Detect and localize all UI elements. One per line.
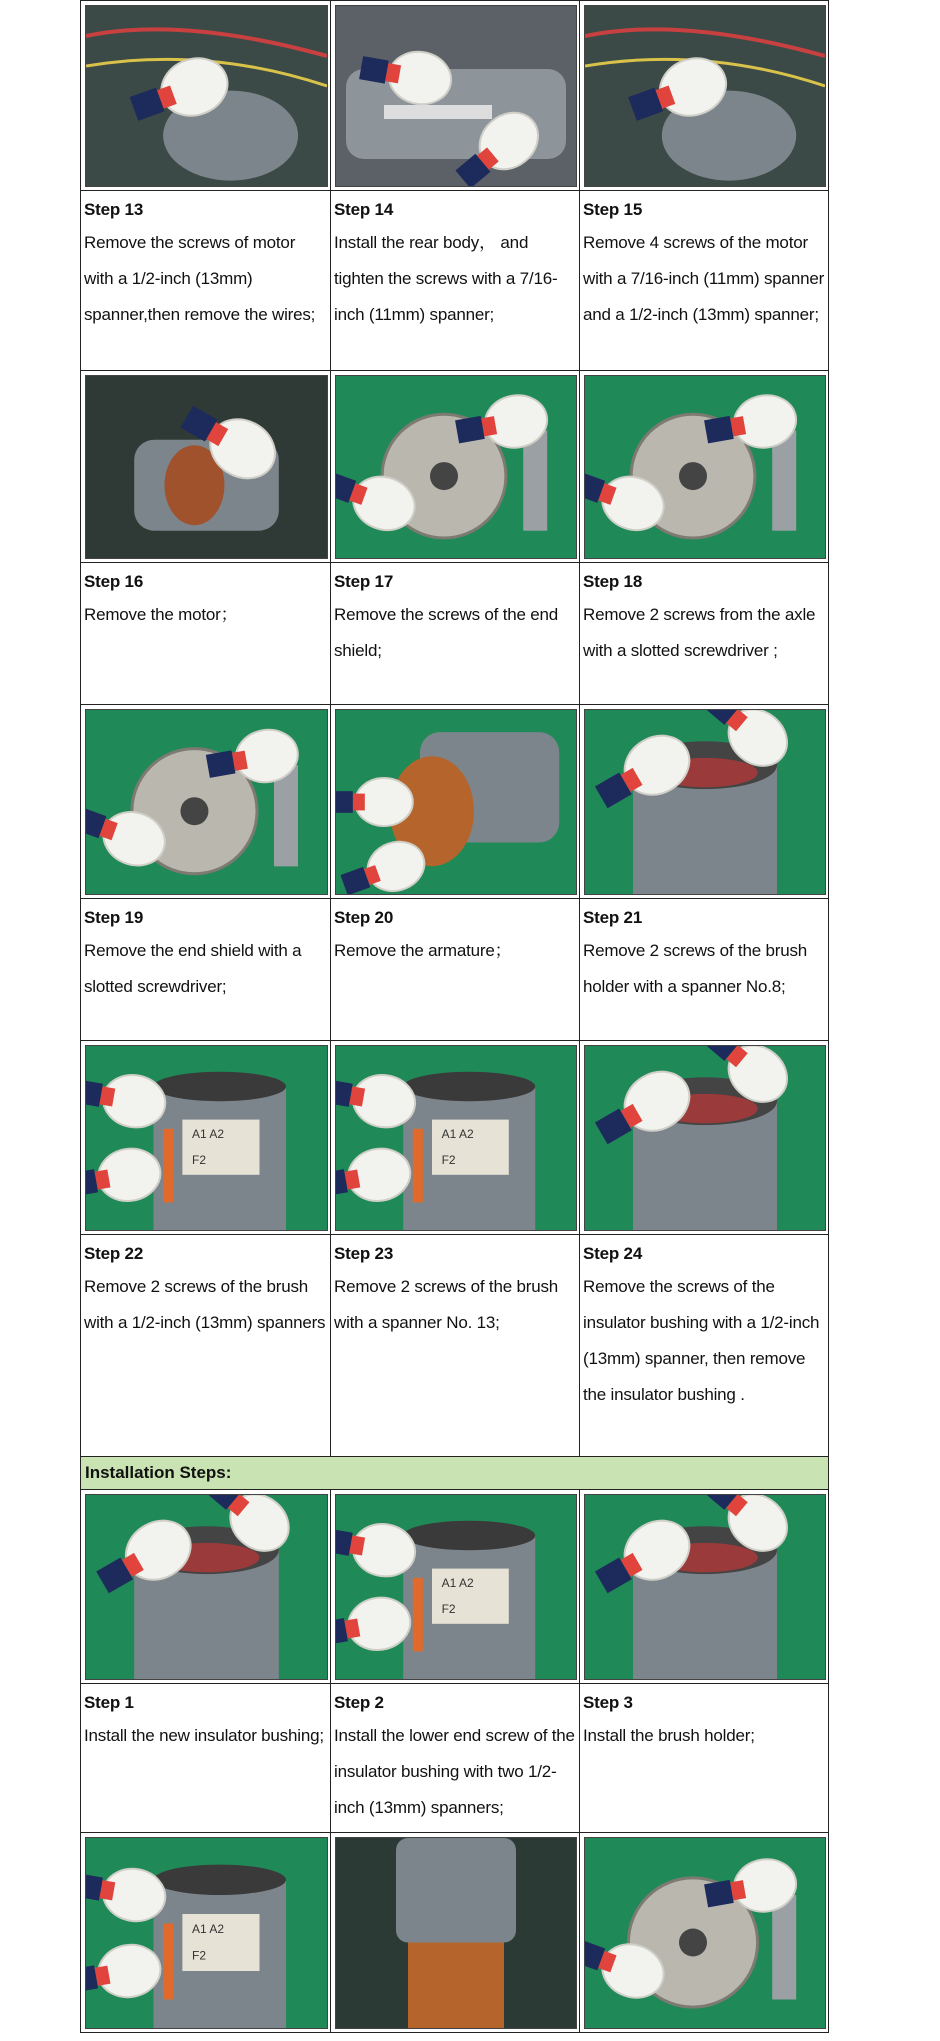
step-title: Step 21 bbox=[583, 908, 643, 927]
step-title: Step 14 bbox=[334, 200, 394, 219]
install-step-2-photo bbox=[335, 1494, 577, 1680]
photo-illustration bbox=[86, 376, 327, 558]
photo-row bbox=[81, 1833, 829, 2033]
step-description: Remove 2 screws of the brush with a 1/2-inch (13mm) spanners bbox=[84, 1277, 326, 1332]
step-title: Step 22 bbox=[84, 1244, 144, 1263]
step-cell bbox=[580, 1684, 829, 1833]
step-title: Step 15 bbox=[583, 200, 643, 219]
step-description: Install the new insulator bushing; bbox=[84, 1726, 324, 1745]
step-19-photo bbox=[85, 709, 328, 895]
install-step-1-photo bbox=[85, 1494, 328, 1680]
step-description: Remove 2 screws from the axle with a slotted screwdriver ; bbox=[583, 605, 816, 660]
photo-illustration bbox=[336, 1046, 576, 1230]
step-title: Step 20 bbox=[334, 908, 394, 927]
photo-illustration bbox=[336, 6, 576, 186]
photo-row bbox=[81, 705, 829, 899]
step-title: Step 23 bbox=[334, 1244, 394, 1263]
step-23-photo bbox=[335, 1045, 577, 1231]
photo-illustration bbox=[585, 710, 825, 894]
step-20-photo bbox=[335, 709, 577, 895]
step-cell bbox=[331, 899, 580, 1041]
step-17-photo bbox=[335, 375, 577, 559]
text-row bbox=[81, 1684, 829, 1833]
photo-cell bbox=[580, 1, 829, 191]
step-description: Remove the screws of motor with a 1/2-inch (13mm) spanner,then remove the wires; bbox=[84, 233, 316, 324]
photo-row bbox=[81, 1490, 829, 1684]
svg-text:A1 A2: A1 A2 bbox=[441, 1576, 474, 1590]
photo-illustration bbox=[336, 1838, 576, 2028]
photo-cell bbox=[331, 371, 580, 563]
step-description: Remove the end shield with a slotted screwdriver; bbox=[84, 941, 302, 996]
step-14-photo bbox=[335, 5, 577, 187]
photo-cell bbox=[81, 1490, 331, 1684]
photo-illustration bbox=[86, 710, 327, 894]
step-title: Step 17 bbox=[334, 572, 394, 591]
svg-text:A1 A2: A1 A2 bbox=[192, 1922, 225, 1936]
photo-cell bbox=[81, 1833, 331, 2033]
step-cell bbox=[580, 1235, 829, 1457]
step-title: Step 13 bbox=[84, 200, 144, 219]
photo-cell bbox=[331, 1041, 580, 1235]
step-title: Step 18 bbox=[583, 572, 643, 591]
photo-illustration bbox=[585, 1838, 825, 2028]
svg-text:A1 A2: A1 A2 bbox=[441, 1127, 474, 1141]
photo-illustration bbox=[86, 1495, 327, 1679]
svg-text:F2: F2 bbox=[192, 1152, 207, 1167]
section-header-row bbox=[81, 1457, 829, 1490]
text-row bbox=[81, 191, 829, 371]
step-18-photo bbox=[584, 375, 826, 559]
step-description: Remove 2 screws of the brush holder with a spanner No.8; bbox=[583, 941, 807, 996]
step-title: Step 24 bbox=[583, 1244, 643, 1263]
step-title: Step 19 bbox=[84, 908, 144, 927]
photo-illustration bbox=[336, 710, 576, 894]
step-21-photo bbox=[584, 709, 826, 895]
install-step-3-photo bbox=[584, 1494, 826, 1680]
step-title: Step 2 bbox=[334, 1693, 384, 1712]
photo-cell bbox=[580, 371, 829, 563]
photo-cell bbox=[331, 705, 580, 899]
step-16-photo bbox=[85, 375, 328, 559]
photo-row bbox=[81, 1041, 829, 1235]
photo-cell bbox=[580, 705, 829, 899]
photo-row bbox=[81, 1, 829, 191]
step-13-photo bbox=[85, 5, 328, 187]
step-title: Step 1 bbox=[84, 1693, 134, 1712]
step-description: Install the lower end screw of the insulator bushing with two 1/2-inch (13mm) spanners; bbox=[334, 1726, 575, 1817]
instruction-sheet bbox=[80, 0, 828, 2033]
text-row bbox=[81, 563, 829, 705]
install-step-6-photo bbox=[584, 1837, 826, 2029]
step-cell bbox=[331, 1235, 580, 1457]
photo-cell bbox=[331, 1, 580, 191]
svg-text:F2: F2 bbox=[441, 1601, 456, 1616]
photo-illustration bbox=[86, 6, 327, 186]
step-cell bbox=[580, 563, 829, 705]
step-15-photo bbox=[584, 5, 826, 187]
step-description: Remove 2 screws of the brush with a spanner No. 13; bbox=[334, 1277, 558, 1332]
photo-cell bbox=[81, 705, 331, 899]
step-cell bbox=[81, 1235, 331, 1457]
step-cell bbox=[331, 191, 580, 371]
text-row bbox=[81, 899, 829, 1041]
photo-illustration bbox=[585, 6, 825, 186]
step-24-photo bbox=[584, 1045, 826, 1231]
step-cell bbox=[81, 1684, 331, 1833]
step-description: Install the brush holder; bbox=[583, 1726, 755, 1745]
photo-illustration bbox=[86, 1838, 327, 2028]
step-cell bbox=[580, 899, 829, 1041]
photo-illustration bbox=[585, 1046, 825, 1230]
step-title: Step 16 bbox=[84, 572, 144, 591]
photo-cell bbox=[331, 1833, 580, 2033]
photo-cell bbox=[580, 1490, 829, 1684]
photo-illustration bbox=[336, 1495, 576, 1679]
svg-text:F2: F2 bbox=[441, 1152, 456, 1167]
step-cell bbox=[580, 191, 829, 371]
svg-text:F2: F2 bbox=[192, 1948, 207, 1963]
photo-cell bbox=[81, 1, 331, 191]
photo-illustration bbox=[336, 376, 576, 558]
step-cell bbox=[331, 1684, 580, 1833]
step-description: Remove the screws of the end shield; bbox=[334, 605, 559, 660]
photo-cell bbox=[331, 1490, 580, 1684]
install-step-5-photo bbox=[335, 1837, 577, 2029]
step-cell bbox=[331, 563, 580, 705]
photo-cell bbox=[81, 1041, 331, 1235]
step-title: Step 3 bbox=[583, 1693, 633, 1712]
photo-illustration bbox=[585, 1495, 825, 1679]
install-step-4-photo bbox=[85, 1837, 328, 2029]
photo-cell bbox=[580, 1041, 829, 1235]
steps-table bbox=[80, 0, 829, 2033]
installation-header: Installation Steps: bbox=[81, 1457, 829, 1490]
step-cell bbox=[81, 563, 331, 705]
step-description: Remove the armature； bbox=[334, 941, 512, 960]
step-cell bbox=[81, 191, 331, 371]
photo-cell bbox=[81, 371, 331, 563]
photo-illustration bbox=[86, 1046, 327, 1230]
step-description: Remove the motor； bbox=[84, 605, 238, 624]
photo-cell bbox=[580, 1833, 829, 2033]
photo-illustration bbox=[585, 376, 825, 558]
svg-text:A1 A2: A1 A2 bbox=[192, 1127, 225, 1141]
step-description: Remove 4 screws of the motor with a 7/16-inch (11mm) spanner and a 1/2-inch (13mm) spanner; bbox=[583, 233, 825, 324]
step-description: Install the rear body， and tighten the screws with a 7/16-inch (11mm) spanner; bbox=[334, 233, 558, 324]
step-description: Remove the screws of the insulator bushing with a 1/2-inch (13mm) spanner, then remove the insulator bushing . bbox=[583, 1277, 820, 1404]
photo-row bbox=[81, 371, 829, 563]
step-cell bbox=[81, 899, 331, 1041]
text-row bbox=[81, 1235, 829, 1457]
step-22-photo bbox=[85, 1045, 328, 1231]
